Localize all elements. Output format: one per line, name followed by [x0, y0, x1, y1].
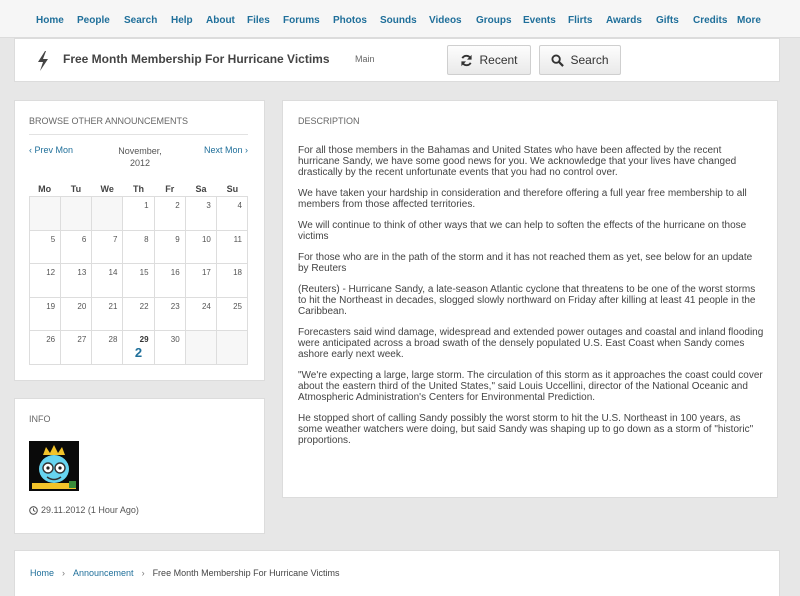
nav-awards[interactable]: Awards — [606, 15, 642, 26]
nav-groups[interactable]: Groups — [476, 15, 512, 26]
calendar-day-number: 17 — [201, 268, 211, 277]
page-header — [14, 38, 780, 82]
calendar-day-number: 30 — [170, 335, 180, 344]
calendar-day-cell[interactable] — [61, 231, 92, 265]
weekday-label: We — [100, 184, 114, 194]
calendar-day-cell[interactable] — [92, 264, 123, 298]
divider — [29, 134, 248, 135]
calendar-day-cell[interactable] — [186, 231, 217, 265]
calendar-day-number: 12 — [46, 268, 56, 277]
nav-videos[interactable]: Videos — [429, 15, 462, 26]
avatar[interactable] — [29, 441, 79, 491]
weekday-header — [29, 184, 248, 194]
calendar-day-cell[interactable] — [92, 298, 123, 332]
nav-help[interactable]: Help — [171, 15, 193, 26]
breadcrumb-announcement[interactable]: Announcement — [73, 568, 134, 578]
breadcrumb-separator: › — [62, 568, 66, 578]
nav-forums[interactable]: Forums — [283, 15, 320, 26]
calendar-empty-cell — [217, 331, 248, 365]
breadcrumb — [14, 550, 780, 596]
calendar-day-number: 21 — [108, 301, 118, 311]
calendar-day-cell[interactable] — [92, 231, 123, 265]
calendar-day-number: 10 — [201, 234, 211, 244]
calendar-day-number: 6 — [81, 234, 87, 244]
calendar-day-cell[interactable] — [123, 197, 154, 231]
description-panel-title: DESCRIPTION — [298, 116, 360, 126]
calendar-day-cell[interactable] — [61, 264, 92, 298]
calendar-day-cell[interactable] — [155, 298, 186, 332]
calendar-day-number: 18 — [233, 268, 242, 277]
calendar-day-number: 25 — [233, 301, 242, 311]
description-paragraph: Forecasters said wind damage, widespread and extended power outages and coastal and inland flooding were anticipated across a broad swath of the densely populated U.S. East Coast when Sandy comes ashore early next week. — [298, 327, 764, 360]
weekday-label: Mo — [38, 184, 52, 194]
breadcrumb-current: Free Month Membership For Hurricane Victims — [152, 568, 340, 578]
weekday-label: Su — [226, 184, 239, 194]
info-panel-title: INFO — [29, 414, 51, 424]
refresh-icon — [460, 54, 473, 67]
calendar-grid — [29, 196, 248, 365]
nav-home[interactable]: Home — [36, 15, 64, 26]
description-paragraph: He stopped short of calling Sandy possibly the worst storm to hit the U.S. Northeast in 100 years, as some weather watchers were doing, but said Sandy was shaping up to go down as a storm of "historic" proportions. — [298, 413, 754, 446]
calendar-month-name: November, — [118, 146, 162, 156]
calendar-day-number: 24 — [201, 301, 211, 311]
calendar-day-cell[interactable] — [123, 264, 154, 298]
recent-button-label: Recent — [479, 53, 518, 67]
breadcrumb-home[interactable]: Home — [30, 568, 55, 578]
description-paragraph: For all those members in the Bahamas and United States who have been affected by the recent hurricane Sandy, we have some good news for you. We acknowledge that your lives have changed drastically by the recent unfortunate events that you had no control over. — [298, 145, 737, 178]
calendar-day-number: 16 — [170, 268, 180, 277]
calendar-day-number: 15 — [139, 268, 149, 277]
calendar-day-cell[interactable] — [186, 264, 217, 298]
weekday-label: Th — [132, 184, 144, 194]
calendar-day-cell[interactable] — [155, 231, 186, 265]
calendar-day-cell[interactable] — [217, 231, 248, 265]
calendar-day-number: 13 — [77, 268, 87, 277]
calendar-day-cell[interactable] — [155, 197, 186, 231]
calendar-day-number: 2 — [175, 201, 180, 210]
next-month-link[interactable]: Next Mon › — [204, 145, 249, 155]
weekday-label: Fr — [165, 184, 175, 194]
calendar-day-cell[interactable] — [155, 331, 186, 365]
calendar-day-cell[interactable] — [61, 331, 92, 365]
breadcrumb-row — [30, 568, 339, 578]
calendar-year: 2012 — [129, 158, 151, 168]
calendar-day-cell[interactable] — [217, 197, 248, 231]
calendar-day-cell[interactable] — [61, 298, 92, 332]
calendar-day-cell[interactable] — [186, 298, 217, 332]
description-paragraph: For those who are in the path of the storm and it has not reached them as yet, see below for an update by Reuters — [298, 252, 753, 274]
calendar-day-cell[interactable] — [186, 197, 217, 231]
calendar-day-number: 29 — [139, 335, 149, 344]
calendar-day-cell[interactable] — [123, 331, 154, 365]
search-button[interactable] — [539, 45, 621, 75]
calendar-day-number: 8 — [144, 234, 149, 244]
description-body — [298, 145, 764, 456]
info-date-text: 29.11.2012 (1 Hour Ago) — [41, 505, 139, 515]
calendar-day-cell[interactable] — [30, 264, 61, 298]
nav-events[interactable]: Events — [523, 15, 556, 26]
nav-search[interactable]: Search — [124, 15, 158, 26]
calendar-day-number: 22 — [139, 301, 149, 311]
nav-files[interactable]: Files — [247, 15, 270, 26]
calendar-day-number: 26 — [46, 335, 56, 344]
lightning-bolt-icon — [35, 51, 51, 71]
calendar-empty-cell — [61, 197, 92, 231]
calendar-day-number: 5 — [50, 234, 56, 244]
avatar-icon — [29, 441, 79, 491]
calendar-day-cell[interactable] — [217, 264, 248, 298]
top-navigation — [0, 0, 800, 38]
calendar-day-number: 9 — [175, 234, 180, 244]
calendar-day-number: 11 — [233, 234, 242, 244]
calendar-day-number: 3 — [206, 201, 211, 210]
calendar-empty-cell — [186, 331, 217, 365]
calendar-day-cell[interactable] — [155, 264, 186, 298]
calendar-day-cell[interactable] — [92, 331, 123, 365]
nav-about[interactable]: About — [206, 15, 235, 26]
calendar-day-number: 7 — [112, 234, 118, 244]
calendar-day-number: 20 — [77, 301, 87, 311]
calendar-day-cell[interactable] — [30, 298, 61, 332]
description-paragraph: (Reuters) - Hurricane Sandy, a late-season Atlantic cyclone that threatens to be one of the worst storms to hit the Northeast in decades, slogged slowly northward on Friday after killing at least 41 people in the Caribbean. — [298, 284, 756, 317]
calendar-day-cell[interactable] — [123, 298, 154, 332]
breadcrumb-separator: › — [141, 568, 145, 578]
search-button-label: Search — [570, 53, 609, 67]
nav-credits[interactable]: Credits — [693, 15, 728, 26]
calendar-day-number: 14 — [108, 268, 118, 277]
nav-flirts[interactable]: Flirts — [568, 15, 593, 26]
calendar-month — [100, 145, 180, 169]
weekday-label: Sa — [195, 184, 207, 194]
description-paragraph: We have taken your hardship in consideration and therefore offering a full year free membership to all members from those affected territories. — [298, 188, 747, 210]
nav-sounds[interactable]: Sounds — [380, 15, 417, 26]
calendar-day-number: 1 — [144, 201, 149, 210]
prev-month-link[interactable]: ‹ Prev Mon — [29, 145, 74, 155]
calendar-day-number: 28 — [108, 335, 118, 344]
announcement-count[interactable]: 2 — [134, 345, 143, 360]
clock-icon — [29, 506, 38, 515]
nav-more[interactable]: More — [737, 15, 761, 26]
weekday-label: Tu — [70, 184, 82, 194]
nav-people[interactable]: People — [77, 15, 110, 26]
calendar-day-cell[interactable] — [123, 231, 154, 265]
nav-gifts[interactable]: Gifts — [656, 15, 679, 26]
calendar-day-number: 4 — [237, 201, 242, 210]
calendar-day-cell[interactable] — [217, 298, 248, 332]
calendar-day-number: 23 — [170, 301, 180, 311]
calendar-day-cell[interactable] — [30, 331, 61, 365]
page-subtitle: Main — [355, 54, 375, 64]
calendar-panel-title: BROWSE OTHER ANNOUNCEMENTS — [29, 116, 189, 126]
description-paragraph: "We're expecting a large, large storm. The circulation of this storm as it approaches the coast could cover about the eastern third of the United States," said Louis Uccellini, director of the National Oceanic and Atmospheric Administration's Centers for Environmental Prediction. — [298, 370, 763, 403]
calendar-empty-cell — [92, 197, 123, 231]
recent-button[interactable] — [447, 45, 531, 75]
calendar-day-number: 27 — [77, 335, 87, 344]
search-icon — [551, 54, 564, 67]
page-title: Free Month Membership For Hurricane Victims — [63, 52, 330, 66]
description-paragraph: We will continue to think of other ways that we can help to soften the effects of the hurricane on those victims — [298, 220, 747, 242]
nav-photos[interactable]: Photos — [333, 15, 367, 26]
info-date — [29, 505, 139, 515]
calendar-day-number: 19 — [46, 301, 56, 311]
calendar-day-cell[interactable] — [30, 231, 61, 265]
calendar-empty-cell — [30, 197, 61, 231]
